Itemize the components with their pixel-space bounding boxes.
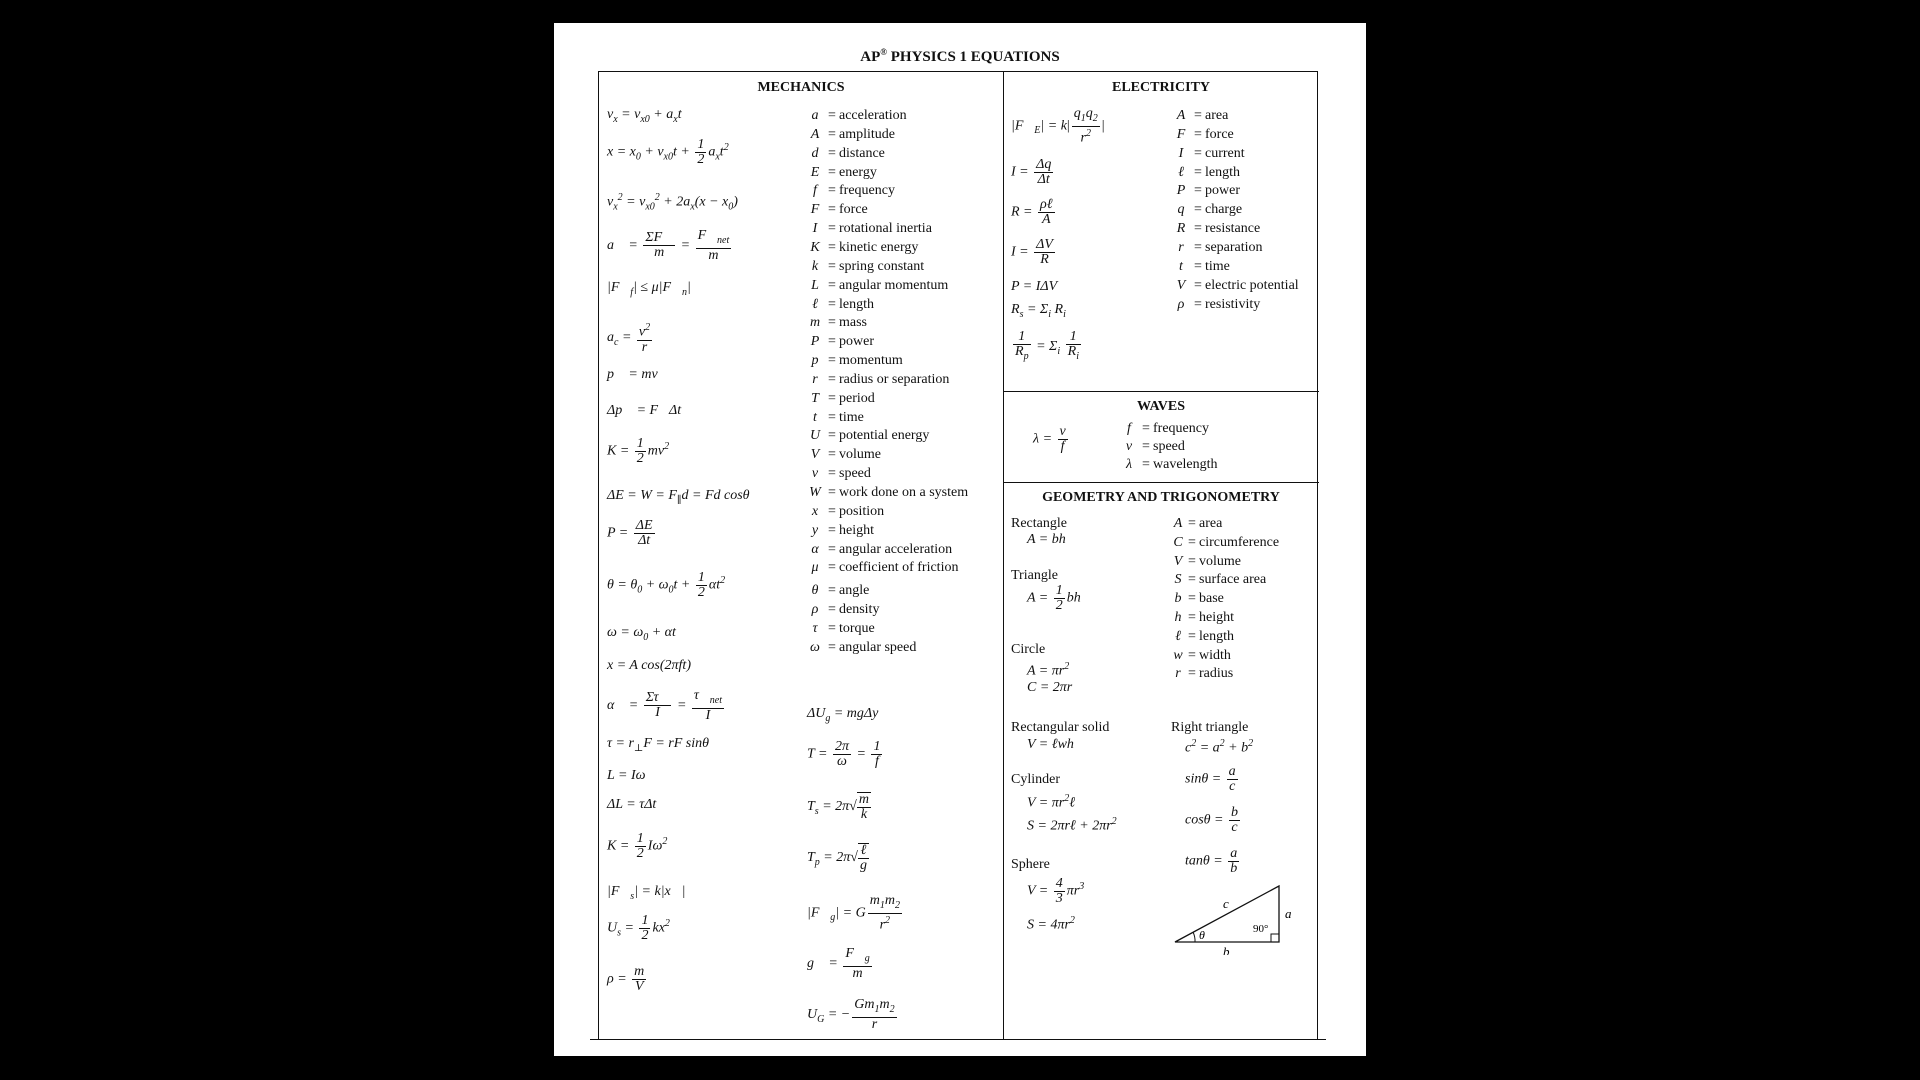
equals-sign: = [828, 277, 836, 293]
equals-sign: = [1188, 534, 1196, 550]
equation-gravitational-force: $|F⃗_g| = G$ $\frac{m_1m_2}{r^2}$ [807, 893, 900, 933]
equation-density: ρ = $\frac{m}{V}$ [607, 964, 645, 994]
equals-sign: = [828, 447, 836, 463]
right-angle-label: 90° [1253, 923, 1269, 935]
variable-symbol: p [811, 353, 819, 369]
variable-definition: angular acceleration [839, 541, 953, 557]
variable-definition: frequency [1153, 421, 1209, 436]
equation-friction: $|F⃗_f|$ ≤ $\mu|F⃗_n|$ [607, 280, 691, 298]
equals-sign: = [828, 258, 836, 274]
variable-symbol: m [809, 315, 821, 331]
column-divider [1003, 72, 1004, 1039]
variable-row [805, 240, 918, 256]
variable-symbol: I [1178, 145, 1184, 161]
variable-row [805, 127, 895, 143]
variable-definition: current [1205, 145, 1245, 161]
variable-row [805, 428, 929, 444]
theta-label: θ [1199, 928, 1205, 942]
equals-sign: = [828, 239, 836, 255]
variable-symbol: t [1179, 258, 1183, 274]
variable-row [1119, 421, 1209, 437]
equation-rotational-kinetic-energy: K = $\frac{1}{2}$ $I\omega^2$ [607, 831, 668, 861]
variable-symbol: V [1176, 277, 1186, 293]
formula-tangent: tanθ = $\frac{a}{b}$ [1185, 846, 1238, 876]
equals-sign: = [828, 560, 836, 576]
equation-electric-power: P = IΔV [1011, 279, 1058, 294]
equals-sign: = [828, 108, 836, 123]
variable-symbol: A [1173, 516, 1183, 531]
variable-definition: energy [839, 164, 877, 180]
geometry-heading: GEOMETRY AND TRIGONOMETRY [1042, 490, 1280, 505]
equation-wavelength: λ = $\frac{v}{f}$ [1033, 424, 1066, 454]
equals-sign: = [1188, 610, 1196, 625]
equals-sign: = [828, 639, 836, 655]
variable-row [1171, 648, 1231, 664]
equals-sign: = [828, 541, 836, 557]
equals-sign: = [1194, 221, 1202, 237]
equation-torque: $\tau = r_\perp F$ = rF sinθ [607, 736, 710, 754]
equation-spring-potential: $U_s$ = $\frac{1}{2}$ $kx^2$ [607, 913, 670, 943]
variable-definition: radius or separation [839, 371, 950, 387]
variable-symbol: E [810, 164, 820, 180]
variable-row [805, 523, 874, 539]
variable-definition: distance [839, 145, 885, 161]
equals-sign: = [1188, 647, 1196, 663]
variable-definition: surface area [1199, 572, 1267, 588]
angle-arc [1193, 932, 1195, 942]
variable-symbol: P [1176, 183, 1186, 199]
equals-sign: = [828, 164, 836, 180]
variable-row [805, 560, 958, 576]
equals-sign: = [1194, 239, 1202, 255]
variable-row [805, 183, 895, 199]
variable-symbol: r [1175, 666, 1181, 682]
variable-row [805, 108, 907, 124]
right-angle-marker [1271, 934, 1279, 942]
variable-symbol: k [811, 258, 819, 274]
equation-parallel-resistance: $\frac{1}{R_p}$ = $\Sigma_i$ $\frac{1}{R_i}$ [1015, 329, 1079, 362]
equation-shm-position: x = A cos(2πft) [607, 658, 691, 673]
variable-symbol: P [810, 334, 820, 350]
equals-sign: = [828, 409, 836, 425]
equals-sign: = [828, 620, 836, 636]
equals-sign: = [828, 353, 836, 369]
variable-definition: circumference [1199, 534, 1280, 550]
variable-symbol: W [809, 485, 821, 500]
formula-cylinder-surface: S = 2πrℓ + $2\pi r^2$ [1027, 816, 1117, 834]
variable-definition: coefficient of friction [839, 560, 959, 576]
variable-symbol: R [1176, 221, 1186, 237]
bottom-rule [590, 1039, 1326, 1040]
variable-row [805, 640, 916, 656]
variable-row [805, 353, 903, 369]
equation-series-resistance: $R_s = \Sigma_i$ $R_i$ [1011, 302, 1066, 320]
shape-label-sphere: Sphere [1011, 857, 1050, 872]
variable-symbol: q [1177, 202, 1185, 218]
equals-sign: = [828, 202, 836, 218]
formula-cylinder-volume: $V = \pi r^2\ell$ [1027, 793, 1076, 811]
variable-definition: force [839, 202, 868, 218]
variable-definition: angular momentum [839, 277, 949, 293]
waves-geometry-divider [1003, 482, 1319, 483]
variable-definition: separation [1205, 239, 1263, 255]
variable-symbol: r [1178, 239, 1184, 255]
equation-angular-impulse: ΔL = τΔt [607, 797, 657, 812]
equals-sign: = [828, 126, 836, 142]
electricity-waves-divider [1003, 391, 1319, 392]
variable-symbol: θ [811, 583, 819, 599]
equals-sign: = [828, 221, 836, 237]
formula-rectangle-area: A = bh [1027, 532, 1066, 547]
equals-sign: = [1188, 666, 1196, 682]
variable-symbol: f [1127, 421, 1131, 436]
equals-sign: = [1194, 145, 1202, 161]
variable-row [1171, 259, 1230, 275]
equals-sign: = [1194, 202, 1202, 218]
variable-row [1171, 572, 1266, 588]
variable-symbol: ρ [811, 602, 819, 618]
variable-symbol: ℓ [1175, 628, 1181, 644]
equals-sign: = [1194, 277, 1202, 293]
side-a-label: a [1285, 906, 1292, 921]
variable-definition: length [1199, 628, 1234, 644]
variable-row [1171, 610, 1234, 626]
equals-sign: = [828, 428, 836, 444]
variable-row [805, 466, 871, 482]
variable-symbol: A [1176, 108, 1186, 123]
variable-symbol: r [812, 371, 818, 387]
variable-definition: volume [1199, 553, 1241, 569]
variable-row [1171, 202, 1242, 218]
equals-sign: = [1194, 126, 1202, 142]
variable-row [805, 202, 868, 218]
equation-sheet [554, 23, 1366, 1056]
equals-sign: = [1194, 164, 1202, 180]
variable-definition: speed [1153, 439, 1185, 454]
variable-symbol: F [810, 202, 820, 218]
variable-definition: acceleration [839, 108, 907, 123]
equation-period: T = $\frac{2\pi}{\omega}$ = $\frac{1}{f}$ [807, 739, 881, 769]
equation-coulomb: $|F⃗_E| = k|$ $\frac{q_1q_2}{r^2}$ | [1011, 106, 1105, 146]
variable-row [805, 221, 932, 237]
equals-sign: = [1142, 439, 1150, 454]
formula-cosine: cosθ = $\frac{b}{c}$ [1185, 805, 1238, 835]
variable-symbol: λ [1125, 457, 1133, 472]
variable-definition: height [839, 522, 874, 538]
equation-current: I = $\frac{\Delta q}{\Delta t}$ [1011, 157, 1052, 187]
variable-row [805, 146, 885, 162]
equation-pendulum-period: $T_p = 2\pi√$ $\frac{\text{ℓ}}{g}$ [807, 843, 867, 873]
equation-ohms-law: I = $\frac{\Delta V}{R}$ [1011, 237, 1053, 267]
equation-resistance: R = $\frac{\text{ρℓ}}{A}$ [1011, 197, 1053, 227]
variable-row [1171, 629, 1234, 645]
equals-sign: = [1194, 108, 1202, 123]
variable-symbol: ρ [1177, 296, 1185, 312]
variable-definition: angle [839, 583, 870, 599]
variable-symbol: I [812, 221, 818, 237]
variable-symbol: L [811, 277, 819, 293]
formula-circle-area: $A = \pi r^2$ [1027, 661, 1070, 679]
variable-definition: momentum [839, 353, 903, 369]
side-c-label: c [1223, 896, 1229, 911]
variable-row [1171, 165, 1240, 181]
page-title: AP® PHYSICS 1 EQUATIONS [860, 47, 1060, 65]
variable-row [805, 297, 874, 313]
equals-sign: = [828, 503, 836, 519]
variable-symbol: T [811, 390, 819, 406]
variable-definition: resistivity [1205, 296, 1261, 312]
equation-angular-acceleration: α⃗ = $\frac{\Sigma\tau⃗}{I}$ = $\frac{\tau⃗_{net}}{I}$ [607, 688, 723, 723]
variable-definition: power [839, 334, 874, 350]
variable-row [805, 542, 952, 558]
right-triangle-label: Right triangle [1171, 720, 1249, 735]
variable-row [805, 602, 879, 618]
variable-symbol: C [1173, 534, 1183, 550]
equation-spring-period: $T_s = 2\pi√$ $\frac{m}{k}$ [807, 792, 869, 822]
formula-triangle-area: A = $\frac{1}{2}$ bh [1027, 583, 1081, 613]
variable-symbol: h [1174, 610, 1182, 625]
equation-impulse: Δp⃗ = F⃗Δt [607, 403, 682, 418]
variable-symbol: V [1173, 553, 1183, 569]
equals-sign: = [828, 583, 836, 599]
equation-newton-second-law: a⃗ = $\frac{\Sigma F⃗}{m}$ = $\frac{F⃗_{net}}{m}$ [607, 228, 730, 263]
variable-row [1171, 146, 1245, 162]
equals-sign: = [1188, 628, 1196, 644]
variable-symbol: v [1125, 439, 1133, 454]
variable-row [805, 334, 874, 350]
variable-row [805, 621, 875, 637]
variable-symbol: α [811, 541, 819, 557]
variable-definition: force [1205, 126, 1234, 142]
variable-row [805, 165, 877, 181]
variable-symbol: A [810, 126, 820, 142]
formula-sphere-surface: $S = 4\pi r^2$ [1027, 915, 1075, 933]
variable-definition: amplitude [839, 126, 895, 142]
variable-symbol: w [1173, 647, 1183, 663]
equation-gravitational-field: g⃗ = $\frac{F⃗_g}{m}$ [807, 946, 870, 981]
equation-power: P = $\frac{\Delta E}{\Delta t}$ [607, 518, 653, 548]
variable-row [1171, 108, 1228, 124]
variable-symbol: ω [810, 639, 820, 655]
equation-angular-momentum: L = Iω [607, 768, 646, 783]
variable-definition: work done on a system [839, 485, 969, 500]
equation-angular-position: $\theta = \theta_0 + \omega_0t$ + $\frac{1}{2}$ $\alpha t^2$ [607, 570, 726, 600]
variable-row [1119, 457, 1218, 473]
variable-row [805, 372, 949, 388]
variable-row [1171, 240, 1263, 256]
variable-row [1171, 297, 1260, 313]
equals-sign: = [828, 522, 836, 538]
equation-gravitational-potential: $U_G$ = − $\frac{Gm_1m_2}{r}$ [807, 997, 895, 1032]
variable-symbol: S [1174, 572, 1182, 588]
equation-momentum: p⃗ = mv⃗ [607, 367, 669, 382]
equals-sign: = [828, 466, 836, 482]
equals-sign: = [1194, 296, 1202, 312]
variable-symbol: V [810, 447, 820, 463]
formula-rectangular-solid-volume: V = ℓwh [1027, 737, 1074, 752]
variable-symbol: f [813, 183, 817, 199]
equals-sign: = [828, 296, 836, 312]
variable-definition: position [839, 503, 885, 519]
variable-definition: volume [839, 447, 881, 463]
equation-gravitational-potential-change: $\Delta U_g = mg\Delta y$ [807, 706, 879, 724]
variable-definition: frequency [839, 183, 895, 199]
electricity-heading: ELECTRICITY [1111, 80, 1211, 95]
variable-definition: time [839, 409, 864, 425]
waves-heading: WAVES [1137, 399, 1185, 414]
equals-sign: = [828, 485, 836, 500]
variable-row [1171, 127, 1234, 143]
shape-label-circle: Circle [1011, 642, 1046, 657]
variable-symbol: t [813, 409, 817, 425]
shape-label-rectangular-solid: Rectangular solid [1011, 720, 1110, 735]
equation-kinematics-position: $x = x_0 + v_{x0}t$ + $\frac{1}{2}$ $a_xt^2$ [607, 137, 729, 167]
variable-row [805, 278, 948, 294]
variable-definition: radius [1199, 666, 1234, 682]
equals-sign: = [1194, 258, 1202, 274]
variable-definition: resistance [1205, 221, 1261, 237]
formula-sphere-volume: V = $\frac{4}{3}$ $\pi r^3$ [1027, 876, 1085, 906]
variable-definition: time [1205, 258, 1230, 274]
equation-kinematics-velocity-squared: $v_x^2 = v_{x0}^2 + 2a_x(x - x_0)$ [607, 192, 738, 213]
shape-label-triangle: Triangle [1011, 568, 1058, 583]
variable-symbol: a [811, 108, 819, 123]
variable-definition: spring constant [839, 258, 925, 274]
variable-row [1171, 221, 1260, 237]
variable-symbol: v [811, 466, 819, 482]
variable-symbol: K [810, 239, 820, 255]
variable-definition: mass [839, 315, 867, 331]
variable-definition: period [839, 390, 875, 406]
variable-definition: length [839, 296, 874, 312]
variable-row [1171, 554, 1241, 570]
variable-definition: torque [839, 620, 875, 636]
variable-symbol: d [811, 145, 819, 161]
equation-kinetic-energy: K = $\frac{1}{2}$ $mv^2$ [607, 436, 670, 466]
equals-sign: = [828, 602, 836, 618]
formula-sine: sinθ = $\frac{a}{c}$ [1185, 764, 1236, 794]
equation-angular-velocity: $\omega = \omega_0 + \alpha t$ [607, 625, 676, 643]
variable-symbol: ℓ [1178, 164, 1184, 180]
variable-definition: density [839, 602, 880, 618]
variable-definition: length [1205, 164, 1240, 180]
equals-sign: = [1188, 553, 1196, 569]
equals-sign: = [828, 145, 836, 161]
shape-label-cylinder: Cylinder [1011, 772, 1060, 787]
variable-definition: area [1205, 108, 1229, 123]
equation-spring-force: $|F⃗_s|$ = k|x⃗| [607, 884, 686, 902]
variable-row [805, 447, 881, 463]
equals-sign: = [828, 371, 836, 387]
variable-definition: height [1199, 610, 1234, 625]
equals-sign: = [1188, 572, 1196, 588]
variable-row [805, 391, 875, 407]
variable-symbol: F [1176, 126, 1186, 142]
equals-sign: = [828, 334, 836, 350]
formula-pythagorean: $c^2 = a^2 + b^2$ [1185, 738, 1254, 756]
variable-definition: wavelength [1153, 457, 1218, 472]
shape-label-rectangle: Rectangle [1011, 516, 1067, 531]
variable-row [805, 504, 884, 520]
variable-row [805, 410, 864, 426]
variable-row [1171, 535, 1279, 551]
side-b-label: b [1223, 944, 1230, 955]
variable-symbol: U [809, 428, 821, 444]
variable-row [805, 583, 869, 599]
equals-sign: = [1194, 183, 1202, 199]
variable-definition: base [1199, 591, 1224, 607]
variable-symbol: y [811, 522, 819, 538]
equation-work: $\Delta E = W = F_\parallel d = Fd$ cosθ [607, 488, 750, 506]
variable-row [805, 315, 867, 331]
equation-kinematics-velocity: $v_x = v_{x0} + a_xt$ [607, 107, 682, 125]
variable-row [1171, 516, 1222, 532]
variable-row [1119, 439, 1185, 455]
variable-row [1171, 278, 1299, 294]
variable-definition: width [1199, 647, 1231, 663]
right-triangle-diagram [1171, 880, 1301, 955]
variable-row [1171, 666, 1233, 682]
variable-definition: charge [1205, 202, 1243, 218]
variable-symbol: τ [812, 620, 818, 636]
variable-definition: rotational inertia [839, 221, 932, 237]
variable-definition: electric potential [1205, 277, 1299, 293]
variable-definition: kinetic energy [839, 239, 919, 255]
variable-definition: power [1205, 183, 1240, 199]
equals-sign: = [1188, 516, 1196, 531]
variable-symbol: x [811, 503, 819, 519]
variable-symbol: μ [811, 560, 819, 576]
variable-symbol: ℓ [812, 296, 818, 312]
variable-row [1171, 183, 1240, 199]
equals-sign: = [828, 390, 836, 406]
variable-row [805, 485, 968, 501]
variable-symbol: b [1174, 591, 1182, 607]
equals-sign: = [1188, 591, 1196, 607]
variable-definition: speed [839, 466, 871, 482]
equation-table [598, 71, 1318, 1040]
equals-sign: = [828, 315, 836, 331]
equation-centripetal: $a_c$ = $\frac{v^2}{r}$ [607, 322, 651, 355]
variable-definition: potential energy [839, 428, 930, 444]
variable-definition: area [1199, 516, 1223, 531]
mechanics-heading: MECHANICS [757, 80, 845, 95]
equals-sign: = [1142, 421, 1150, 436]
variable-row [805, 259, 924, 275]
formula-circle-circumference: C = 2πr [1027, 680, 1073, 695]
equals-sign: = [828, 183, 836, 199]
equals-sign: = [1142, 457, 1150, 472]
variable-definition: angular speed [839, 639, 917, 655]
variable-row [1171, 591, 1224, 607]
